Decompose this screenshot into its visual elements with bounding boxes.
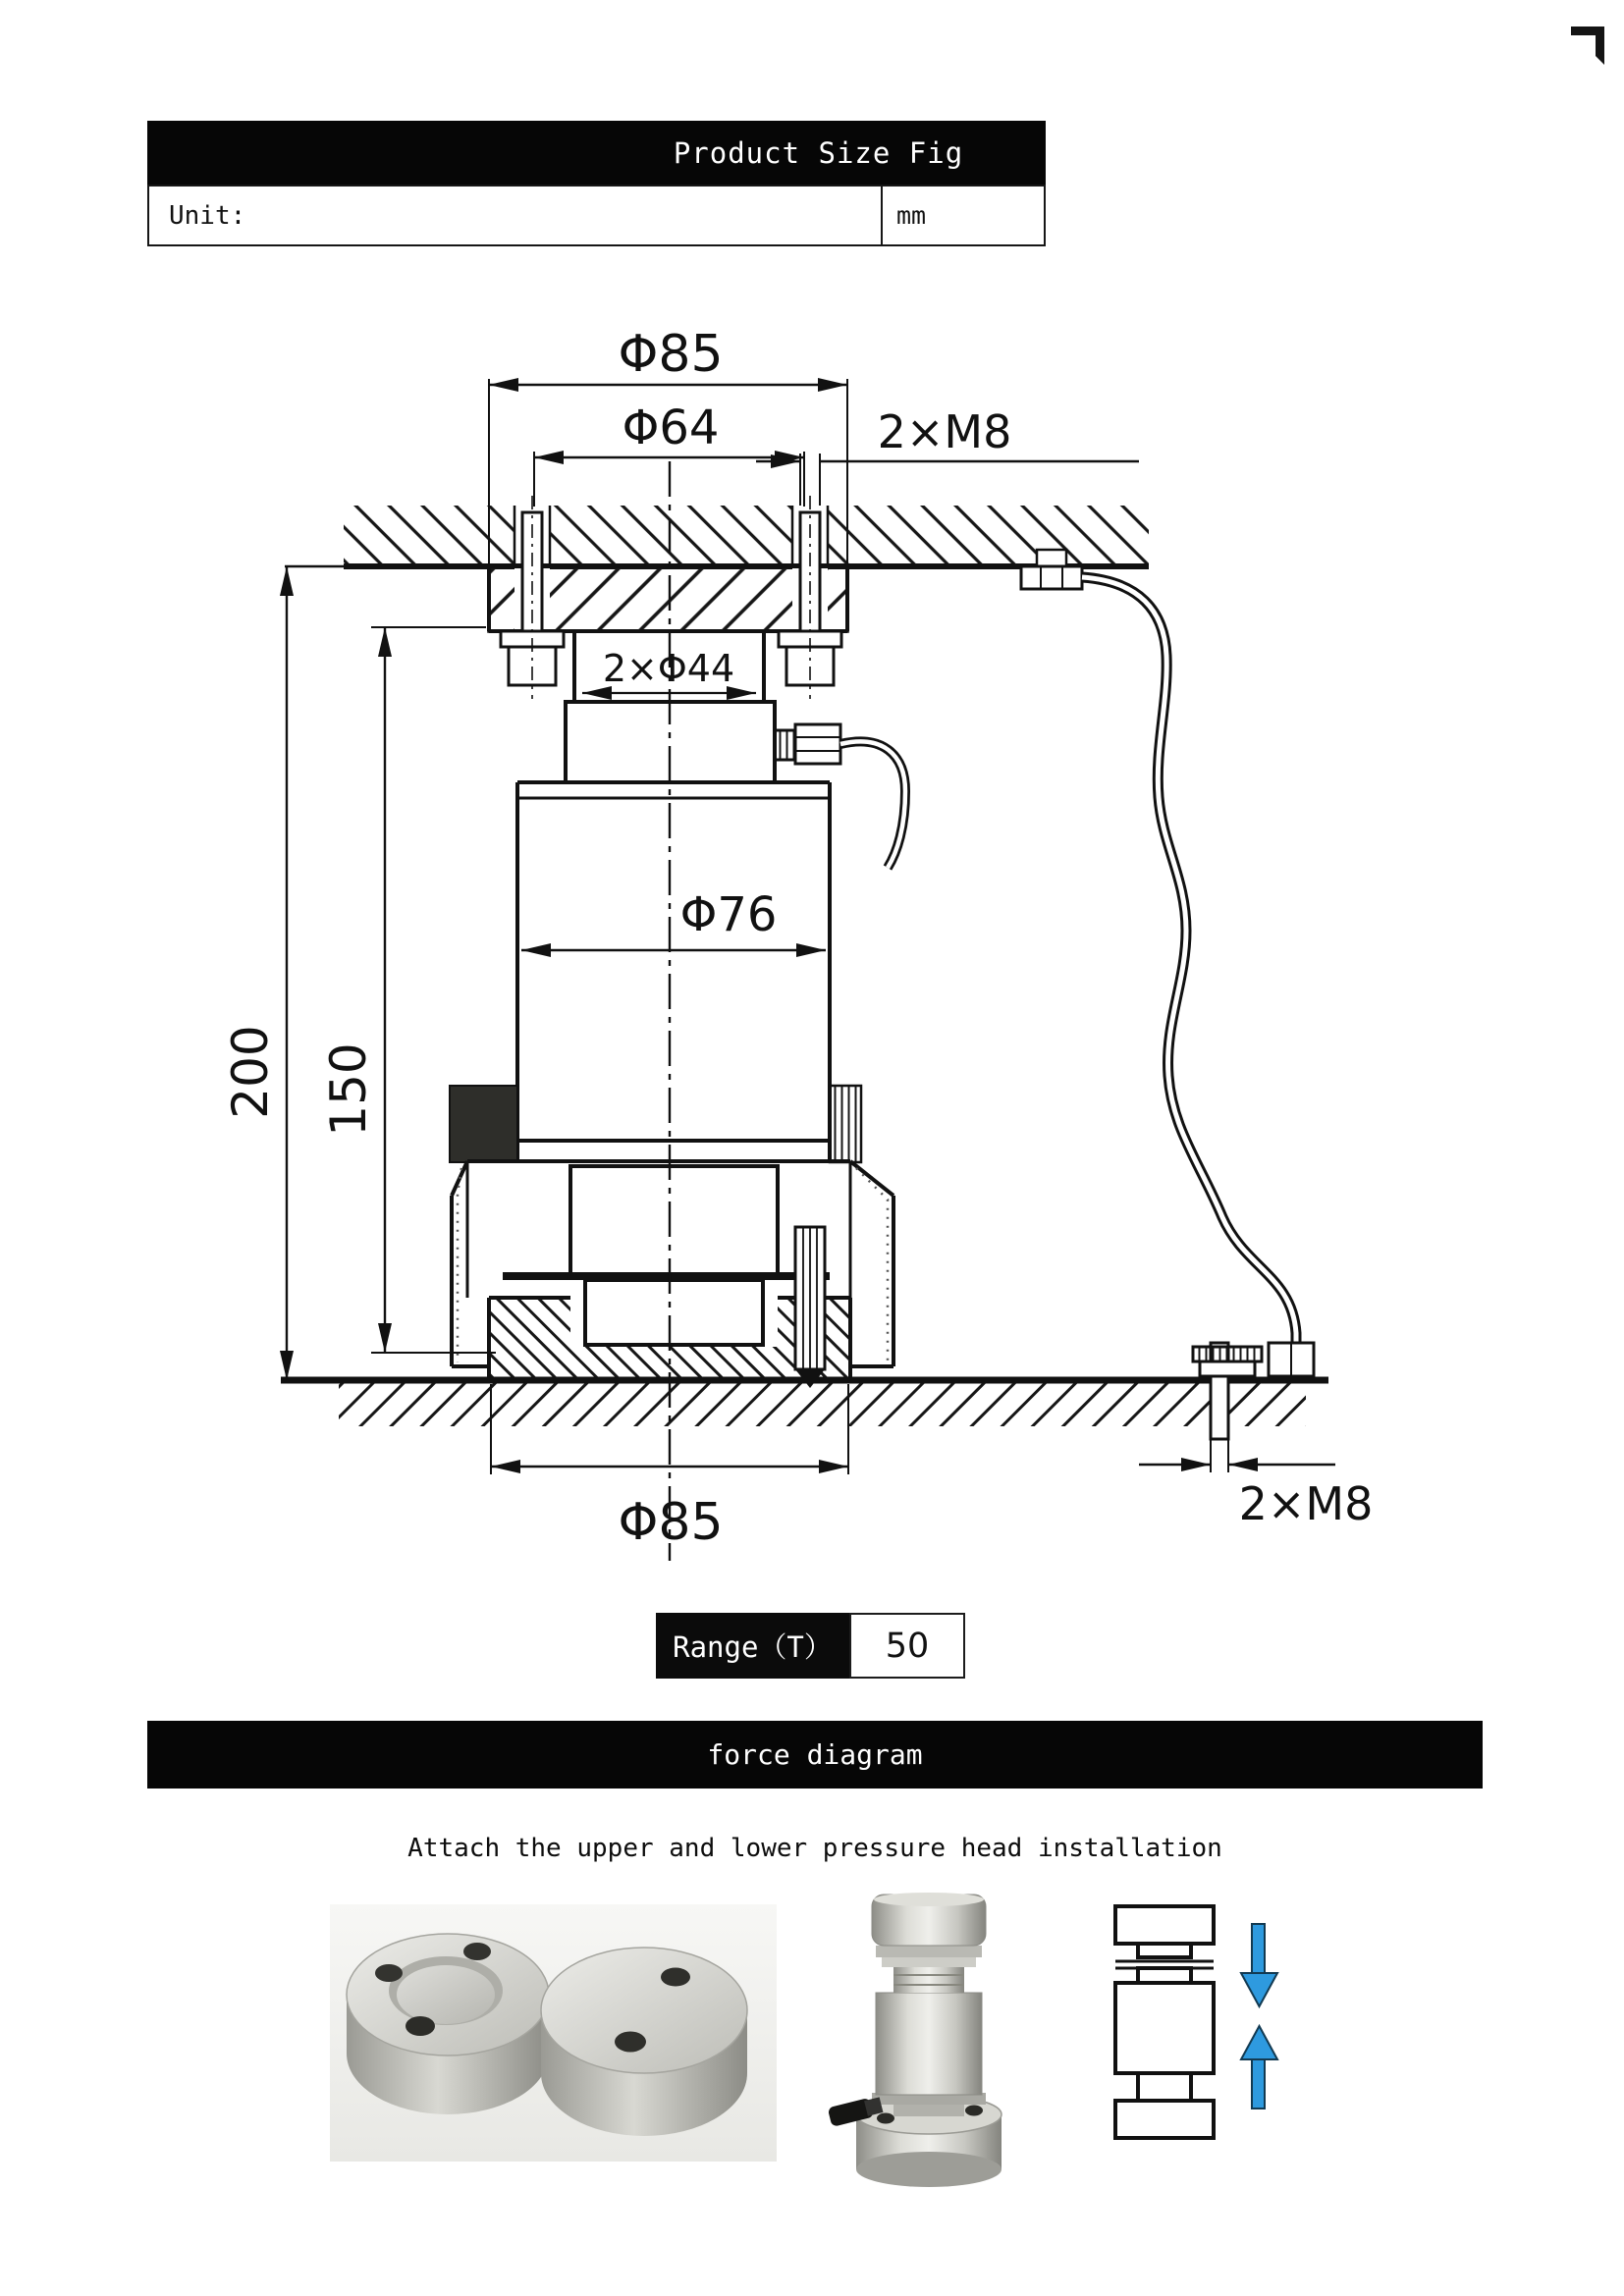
corner-mark-icon <box>1561 20 1616 75</box>
ceiling-structure <box>285 504 1149 566</box>
unit-row <box>147 185 1046 246</box>
dim-flange-hole-label: 2×Φ44 <box>602 647 735 690</box>
dim-bolt-circle-label: Φ64 <box>622 400 720 455</box>
force-down-arrow-icon <box>1241 1924 1277 2006</box>
dimension-drawing <box>137 275 1443 1580</box>
installation-sketch <box>1115 1906 1214 2138</box>
cable-run <box>1021 550 1296 1343</box>
dim-overall-height-label: 200 <box>222 1025 279 1119</box>
page-title: Product Size Fig <box>147 121 1046 185</box>
unit-label-cell: Unit: <box>149 187 883 244</box>
pressure-heads-photo <box>330 1904 777 2162</box>
dim-sensor-height-label: 150 <box>320 1042 377 1137</box>
force-up-arrow-icon <box>1241 2026 1277 2109</box>
unit-value-cell: mm <box>896 201 927 230</box>
dim-top-thread-label: 2×M8 <box>877 405 1012 458</box>
load-cell-body <box>450 782 861 1162</box>
load-cell-photo <box>827 1891 1078 2218</box>
range-table <box>656 1613 965 1679</box>
force-diagram-bar <box>147 1721 1483 1789</box>
dim-top-outer-label: Φ85 <box>618 325 724 384</box>
installation-diagram <box>1092 1896 1314 2181</box>
force-diagram-title: force diagram <box>707 1738 923 1771</box>
installation-caption: Attach the upper and lower pressure head installation <box>407 1834 1222 1863</box>
floor-structure <box>281 1380 1328 1426</box>
range-label-cell: Range（T） <box>656 1613 849 1679</box>
pressure-head-ring <box>347 1934 549 2114</box>
range-value-cell: 50 <box>849 1613 965 1679</box>
pressure-head-disc <box>541 1948 747 2136</box>
dim-body-diameter-label: Φ76 <box>679 887 778 942</box>
dim-base-diameter-label: Φ85 <box>618 1493 724 1552</box>
product-size-table <box>147 121 1046 246</box>
dim-bottom-thread-label: 2×M8 <box>1238 1477 1374 1530</box>
